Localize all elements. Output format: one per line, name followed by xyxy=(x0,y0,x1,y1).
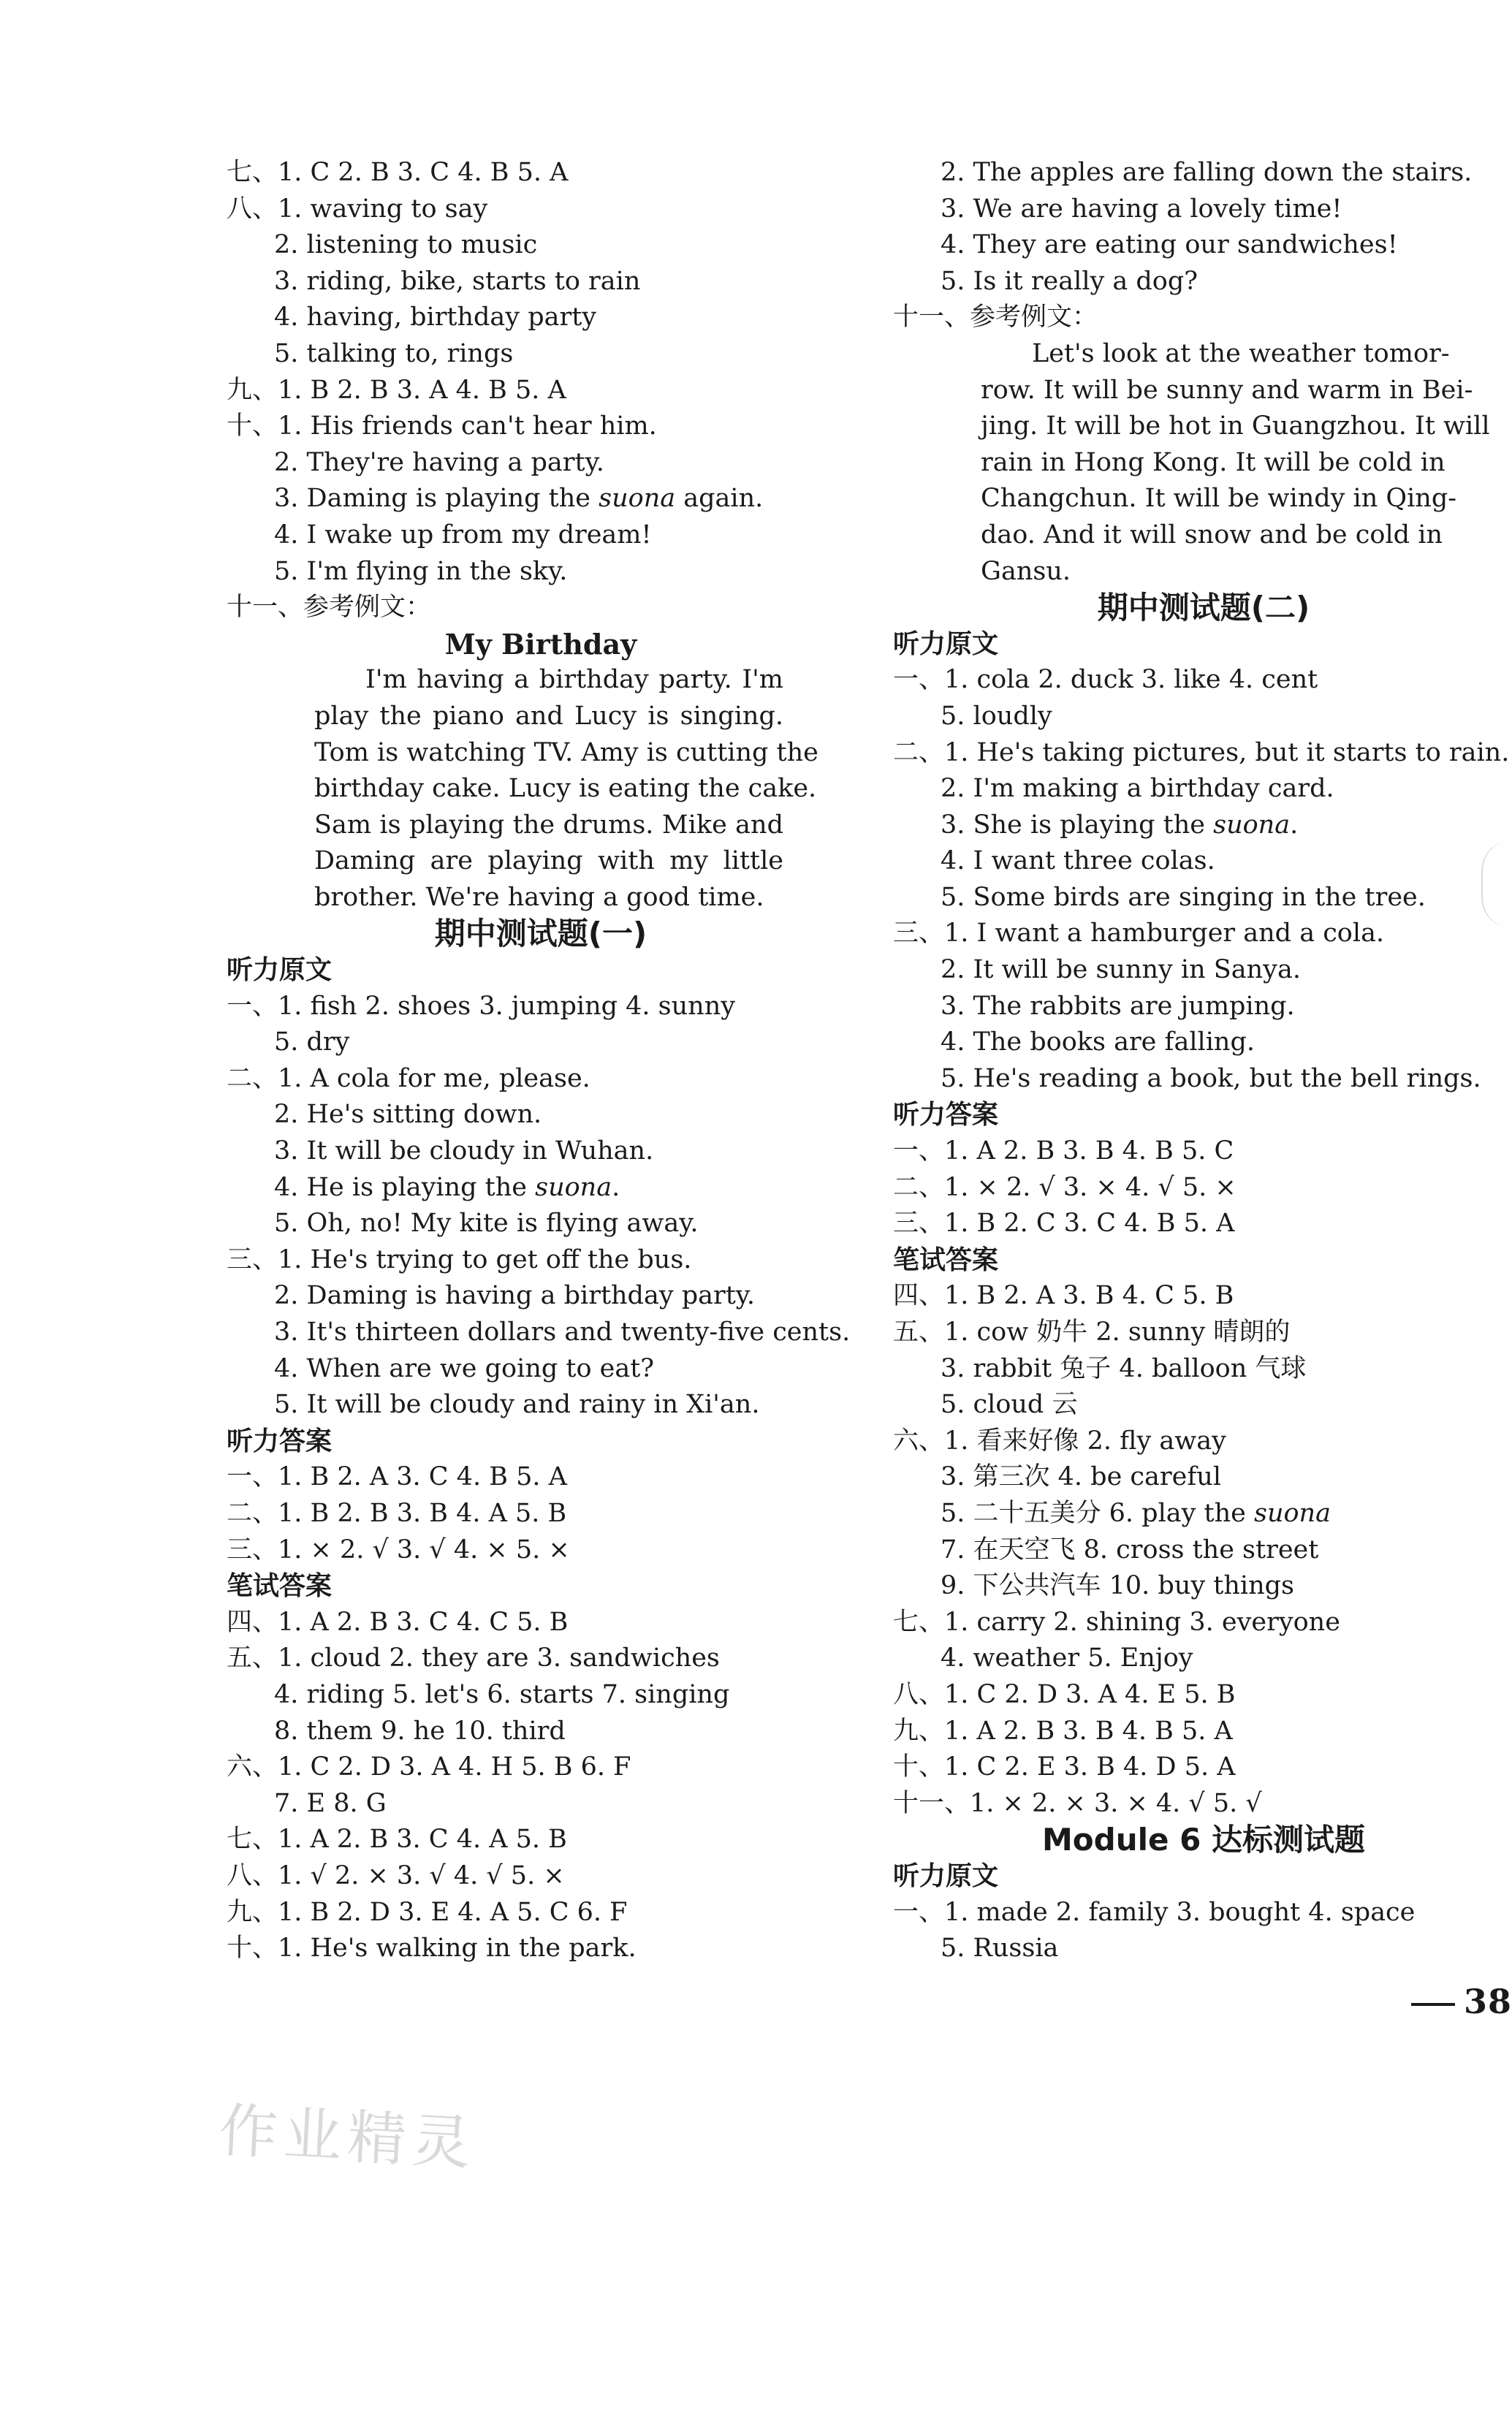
right-column-line: 三、1. B 2. C 3. C 4. B 5. A xyxy=(893,1209,1235,1239)
right-column-line: 2. It will be sunny in Sanya. xyxy=(941,955,1301,985)
right-column-line: 3. The rabbits are jumping. xyxy=(941,991,1295,1021)
left-column-line: Tom is watching TV. Amy is cutting the xyxy=(314,737,818,767)
right-column-line: dao. And it will snow and be cold in xyxy=(981,520,1443,550)
page-edge-mark xyxy=(1481,840,1512,928)
right-column-line: 九、1. A 2. B 3. B 4. B 5. A xyxy=(893,1716,1233,1746)
left-column-line: 四、1. A 2. B 3. C 4. C 5. B xyxy=(227,1607,569,1637)
right-column-line: 3. We are having a lovely time! xyxy=(941,194,1342,224)
page-number-text: 38 xyxy=(1463,1982,1512,2021)
right-column-line: 一、1. made 2. family 3. bought 4. space xyxy=(893,1897,1416,1927)
left-column xyxy=(227,155,851,1967)
right-column-line: 六、1. 看来好像 2. fly away xyxy=(893,1426,1226,1456)
left-column-line: 2. listening to music xyxy=(274,230,538,260)
right-column-line: rain in Hong Kong. It will be cold in xyxy=(981,447,1445,477)
left-column-line: 一、1. B 2. A 3. C 4. B 5. A xyxy=(227,1462,567,1492)
right-column-line: 4. The books are falling. xyxy=(941,1027,1255,1057)
left-column-line: birthday cake. Lucy is eating the cake. xyxy=(314,774,817,804)
page-number-dash xyxy=(1411,2003,1455,2006)
right-column-line: 5. cloud 云 xyxy=(941,1390,1078,1420)
right-column-line: 笔试答案 xyxy=(893,1244,999,1275)
right-column-line: 9. 下公共汽车 10. buy things xyxy=(941,1571,1294,1601)
left-column-line: 一、1. fish 2. shoes 3. jumping 4. sunny xyxy=(227,991,736,1021)
left-column-line: 7. E 8. G xyxy=(274,1788,387,1818)
right-column-line: 十一、参考例文： xyxy=(893,303,1098,332)
left-column-line: 4. He is playing the suona. xyxy=(274,1172,620,1202)
right-column-line: 五、1. cow 奶牛 2. sunny 晴朗的 xyxy=(893,1318,1291,1347)
right-column-line: 七、1. carry 2. shining 3. everyone xyxy=(893,1607,1340,1637)
right-column-line: 十、1. C 2. E 3. B 4. D 5. A xyxy=(893,1752,1236,1782)
left-column-line: Daming are playing with my little xyxy=(314,846,783,876)
left-column-line: play the piano and Lucy is singing. xyxy=(314,701,783,731)
left-column-line: 2. They're having a party. xyxy=(274,447,604,477)
left-column-line: 期中测试题(一) xyxy=(434,916,647,952)
right-column-line: 5. loudly xyxy=(941,701,1052,731)
right-column-line: 4. I want three colas. xyxy=(941,846,1215,876)
right-column-line: 二、1. He's taking pictures, but it starts to rain. xyxy=(893,737,1510,767)
left-column-line: 5. talking to, rings xyxy=(274,338,514,368)
left-column-line: 4. I wake up from my dream! xyxy=(274,520,652,550)
left-column-line: 八、1. waving to say xyxy=(227,194,488,224)
left-column-line: 五、1. cloud 2. they are 3. sandwiches xyxy=(227,1643,720,1673)
right-column-line: 一、1. cola 2. duck 3. like 4. cent xyxy=(893,665,1318,695)
right-column-line: 4. weather 5. Enjoy xyxy=(941,1643,1193,1673)
left-column-line: 二、1. B 2. B 3. B 4. A 5. B xyxy=(227,1498,567,1528)
left-column-line: 笔试答案 xyxy=(227,1571,333,1602)
page-number xyxy=(1411,1982,1512,2021)
left-column-line: 2. Daming is having a birthday party. xyxy=(274,1281,756,1311)
right-column-line: 2. The apples are falling down the stairs. xyxy=(941,158,1473,187)
right-column-line: 听力原文 xyxy=(893,1860,999,1891)
left-column-line: 二、1. A cola for me, please. xyxy=(227,1063,590,1093)
left-column-line: 九、1. B 2. B 3. A 4. B 5. A xyxy=(227,375,566,405)
right-column-line: 3. rabbit 兔子 4. balloon 气球 xyxy=(941,1353,1307,1383)
left-column-line: 十一、参考例文： xyxy=(227,593,432,623)
right-column-line: 四、1. B 2. A 3. B 4. C 5. B xyxy=(893,1281,1234,1311)
right-column-line: row. It will be sunny and warm in Bei- xyxy=(981,375,1473,405)
right-column-line: Changchun. It will be windy in Qing- xyxy=(981,484,1457,514)
right-column-line: 听力答案 xyxy=(893,1100,999,1130)
left-column-line: 十、1. He's walking in the park. xyxy=(227,1934,637,1964)
left-column-line: Sam is playing the drums. Mike and xyxy=(314,810,783,840)
right-column-line: Let's look at the weather tomor- xyxy=(1032,338,1450,368)
left-column-line: 七、1. C 2. B 3. C 4. B 5. A xyxy=(227,158,569,187)
left-column-line: My Birthday xyxy=(444,627,637,661)
left-column-line: 三、1. He's trying to get off the bus. xyxy=(227,1244,692,1274)
right-column-line: 十一、1. × 2. × 3. × 4. √ 5. √ xyxy=(893,1788,1262,1818)
left-column-line: 听力原文 xyxy=(227,955,333,986)
left-column-line: 3. It will be cloudy in Wuhan. xyxy=(274,1136,654,1166)
right-column-line: 5. Some birds are singing in the tree. xyxy=(941,882,1426,912)
right-column-line: 一、1. A 2. B 3. B 4. B 5. C xyxy=(893,1136,1234,1166)
right-column-line: 听力原文 xyxy=(893,628,999,659)
left-column-line: 九、1. B 2. D 3. E 4. A 5. C 6. F xyxy=(227,1897,628,1927)
left-column-line: 5. I'm flying in the sky. xyxy=(274,556,568,586)
left-column-line: 4. When are we going to eat? xyxy=(274,1353,655,1383)
left-column-line: 三、1. × 2. √ 3. √ 4. × 5. × xyxy=(227,1535,570,1565)
watermark: 作业精灵 xyxy=(217,2096,478,2178)
left-column-line: 3. riding, bike, starts to rain xyxy=(274,266,641,296)
left-column-line: 六、1. C 2. D 3. A 4. H 5. B 6. F xyxy=(227,1752,631,1782)
right-column-line: 4. They are eating our sandwiches! xyxy=(941,230,1398,260)
left-column-line: 十、1. His friends can't hear him. xyxy=(227,411,657,441)
right-column-line: Module 6 达标测试题 xyxy=(1042,1822,1365,1858)
right-column-line: 3. 第三次 4. be careful xyxy=(941,1462,1222,1492)
right-column-line: 三、1. I want a hamburger and a cola. xyxy=(893,919,1385,949)
left-column-line: 2. He's sitting down. xyxy=(274,1100,542,1130)
right-column-line: Gansu. xyxy=(981,556,1071,586)
left-column-line: 听力答案 xyxy=(227,1426,333,1456)
right-column-line: 5. 二十五美分 6. play the suona xyxy=(941,1498,1331,1528)
left-column-line: 5. It will be cloudy and rainy in Xi'an. xyxy=(274,1390,760,1420)
right-column-line: 2. I'm making a birthday card. xyxy=(941,774,1334,804)
left-column-line: 3. Daming is playing the suona again. xyxy=(274,484,764,514)
right-column-line: 3. She is playing the suona. xyxy=(941,810,1299,840)
left-column-line: 4. riding 5. let's 6. starts 7. singing xyxy=(274,1679,730,1709)
left-column-line: 5. Oh, no! My kite is flying away. xyxy=(274,1209,699,1239)
left-column-line: 3. It's thirteen dollars and twenty-five cents. xyxy=(274,1318,851,1347)
right-column-line: 5. He's reading a book, but the bell rings. xyxy=(941,1063,1481,1093)
right-column-line: 7. 在天空飞 8. cross the street xyxy=(941,1535,1319,1565)
right-column xyxy=(893,155,1510,1967)
left-column-line: brother. We're having a good time. xyxy=(314,882,764,912)
right-column-line: 八、1. C 2. D 3. A 4. E 5. B xyxy=(893,1679,1236,1709)
left-column-line: 4. having, birthday party xyxy=(274,303,597,332)
right-column-line: 5. Russia xyxy=(941,1934,1059,1964)
right-column-line: 5. Is it really a dog? xyxy=(941,266,1198,296)
left-column-line: I'm having a birthday party. I'm xyxy=(365,665,783,695)
left-column-line: 八、1. √ 2. × 3. √ 4. √ 5. × xyxy=(227,1860,565,1890)
right-column-line: 二、1. × 2. √ 3. × 4. √ 5. × xyxy=(893,1172,1236,1202)
left-column-line: 5. dry xyxy=(274,1027,350,1057)
left-column-line: 8. them 9. he 10. third xyxy=(274,1716,566,1746)
right-column-line: jing. It will be hot in Guangzhou. It will xyxy=(981,411,1490,441)
right-column-line: 期中测试题(二) xyxy=(1097,590,1310,626)
left-column-line: 七、1. A 2. B 3. C 4. A 5. B xyxy=(227,1825,567,1855)
